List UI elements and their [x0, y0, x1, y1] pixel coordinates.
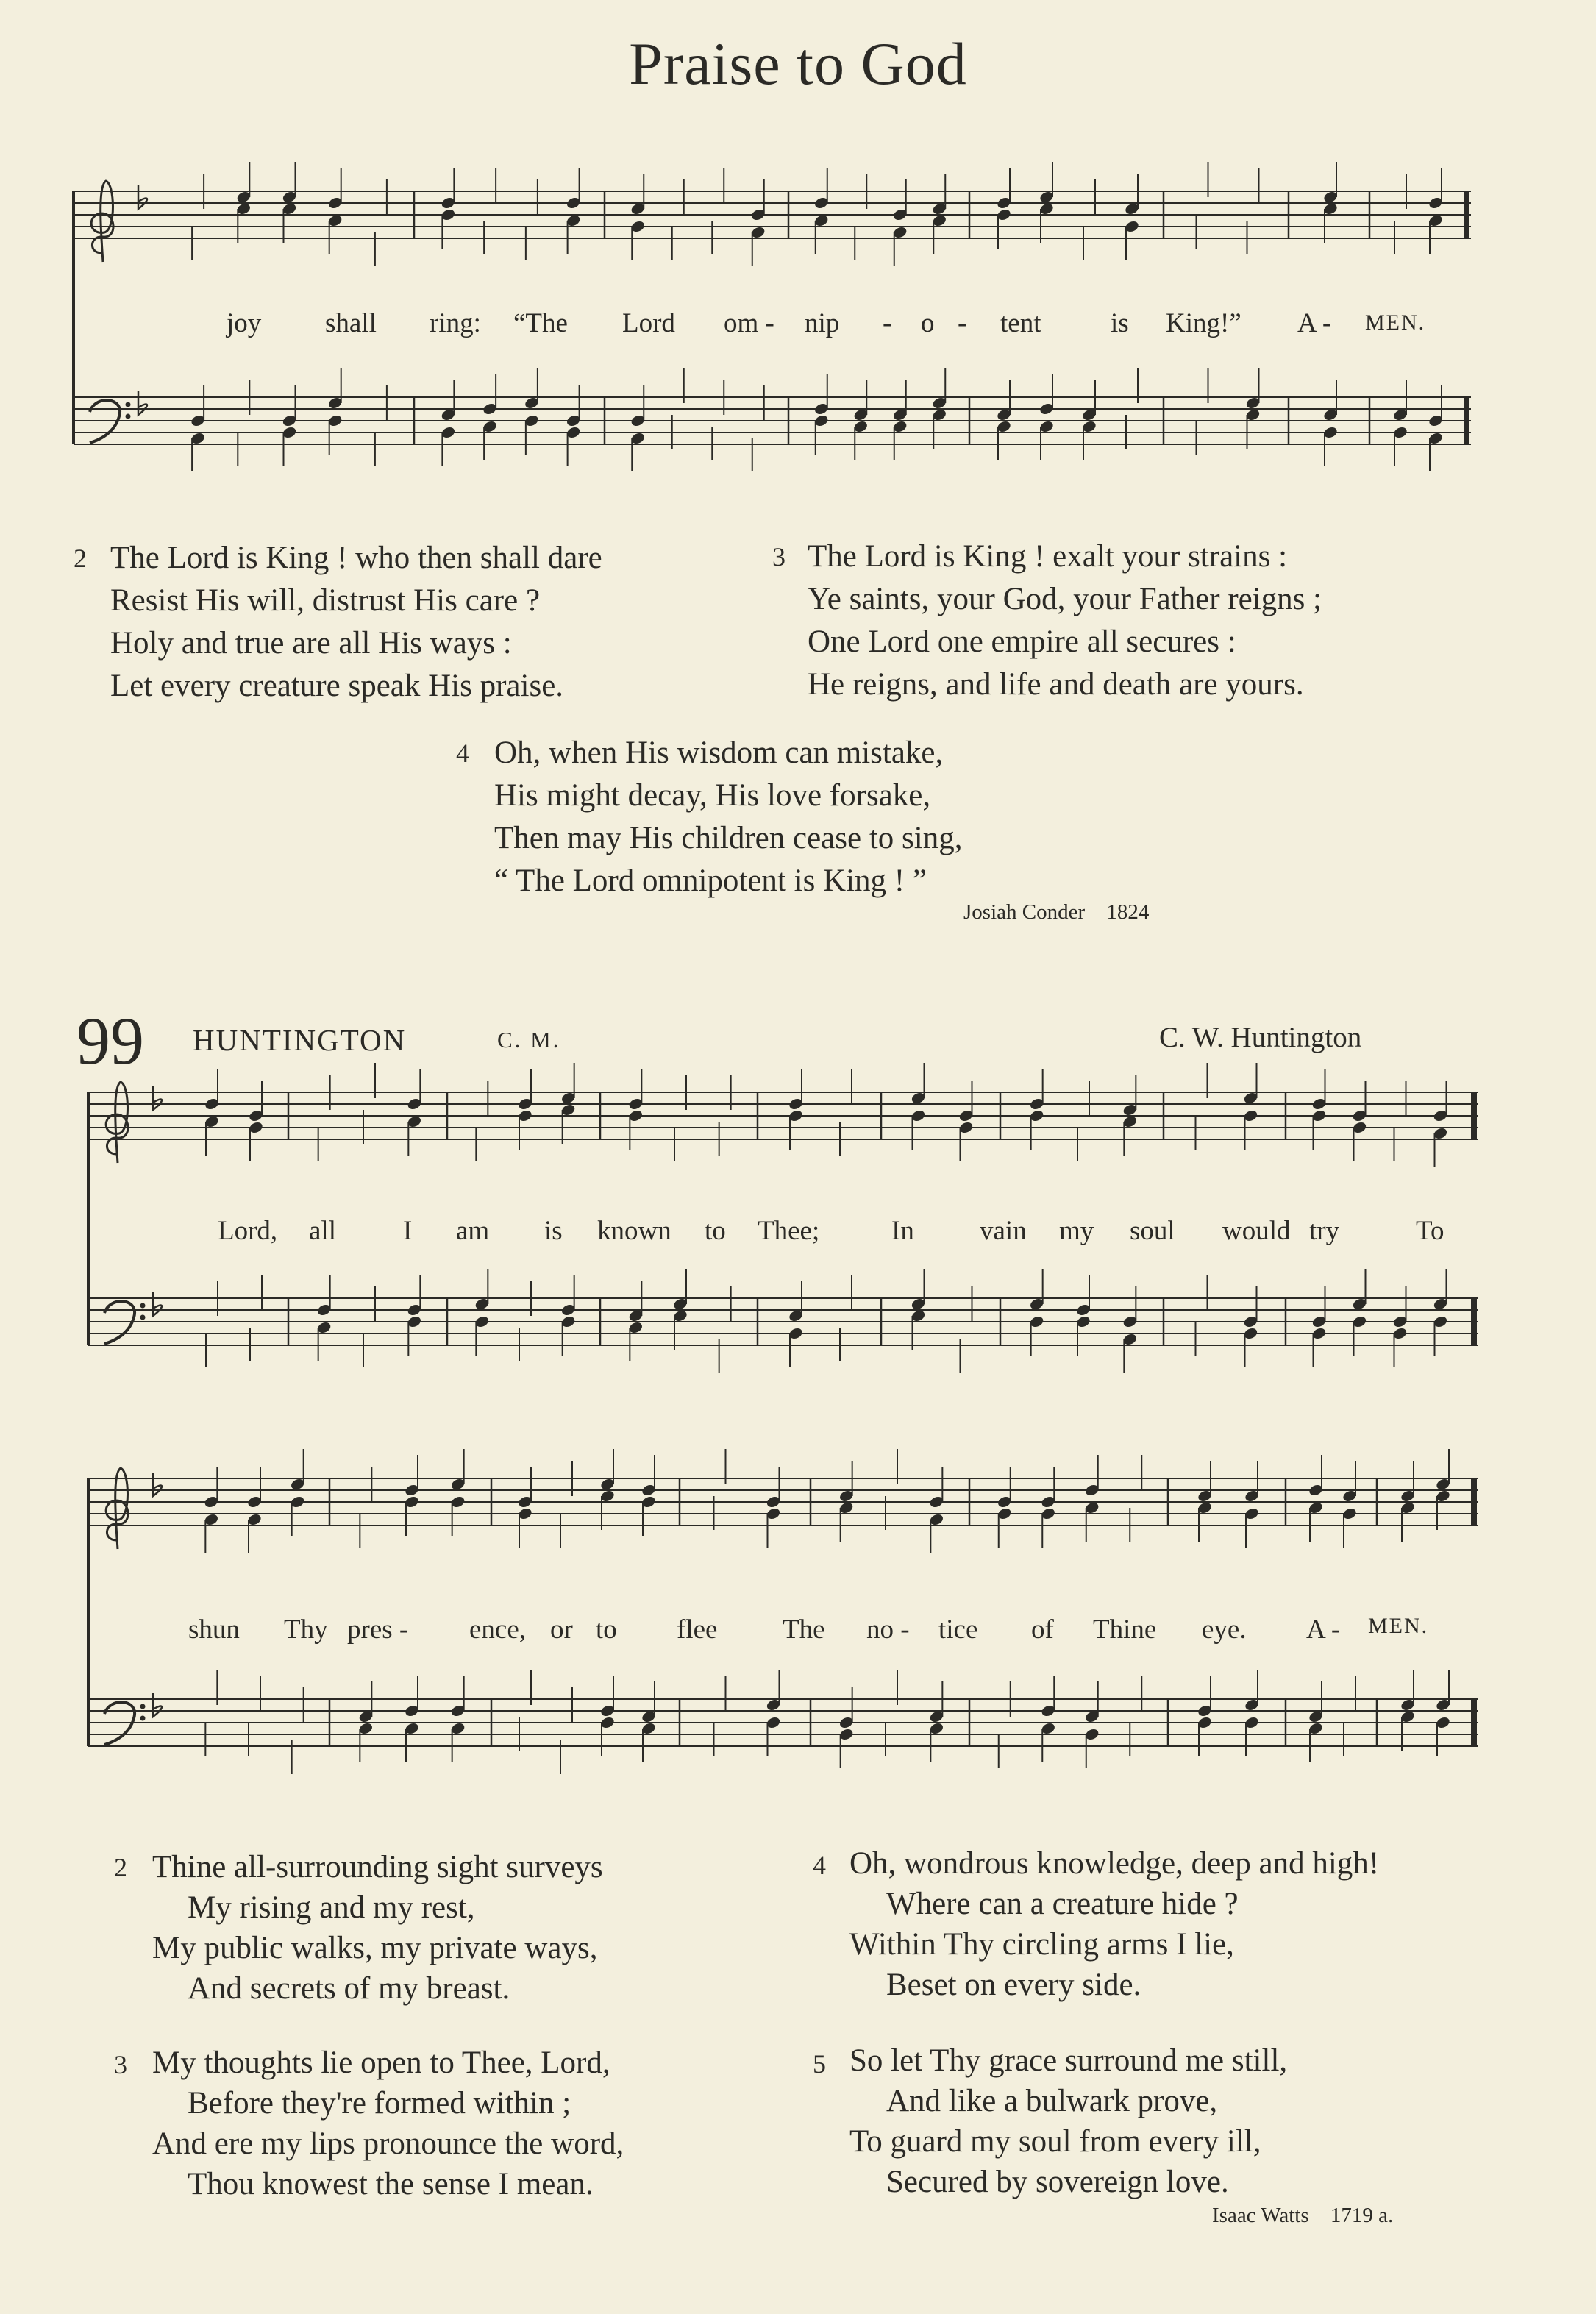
author-year: 1719 a. — [1330, 2204, 1394, 2227]
composer: C. W. Huntington — [1159, 1022, 1362, 1053]
author-name: Josiah Conder — [963, 900, 1086, 924]
verse-line: Where can a creature hide ? — [886, 1887, 1239, 1921]
author-name: Isaac Watts — [1212, 2204, 1309, 2227]
lyric-syllable: To — [1416, 1216, 1444, 1246]
lyric-syllable: tice — [938, 1615, 978, 1645]
verse-line: One Lord one empire all secures : — [808, 624, 1236, 659]
bass-clef-dot — [140, 1303, 146, 1309]
treble-staff — [74, 162, 1471, 266]
bass-clef-dot — [140, 1315, 146, 1320]
lyric-syllable: ring: — [430, 308, 481, 338]
lyric-syllable: King!” — [1166, 308, 1241, 338]
verse-line: The Lord is King ! who then shall dare — [110, 541, 602, 575]
verse-line: Resist His will, distrust His care ? — [110, 583, 541, 618]
author-credit — [963, 900, 1149, 925]
lyric-syllable: joy — [227, 308, 262, 338]
verse-line: “ The Lord omnipotent is King ! ” — [494, 864, 927, 898]
verse-line: He reigns, and life and death are yours. — [808, 667, 1304, 702]
lyric-syllable: MEN. — [1365, 310, 1426, 335]
verse-line: Thou knowest the sense I mean. — [188, 2167, 594, 2201]
lyric-syllable: try — [1309, 1216, 1340, 1246]
flat-sign — [138, 391, 147, 415]
treble-staff — [88, 1449, 1478, 1553]
lyric-syllable: of — [1031, 1615, 1054, 1645]
lyric-syllable: known — [597, 1216, 671, 1246]
verse-line: And secrets of my breast. — [188, 1971, 510, 2006]
verse-line: My public walks, my private ways, — [152, 1931, 598, 1965]
flat-sign — [153, 1693, 162, 1717]
lyric-syllable: eye. — [1202, 1615, 1247, 1645]
bass-clef-dot — [140, 1704, 146, 1709]
author-year: 1824 — [1106, 900, 1150, 924]
lyric-syllable: vain — [980, 1216, 1027, 1246]
lyric-syllable: The — [783, 1615, 825, 1645]
lyric-syllable: or — [550, 1615, 573, 1645]
flat-sign — [153, 1292, 162, 1316]
lyric-syllable: Thine — [1093, 1615, 1157, 1645]
lyric-syllable: A - — [1297, 308, 1332, 338]
hymn-number: 99 — [76, 1003, 144, 1078]
lyric-syllable: o — [921, 308, 935, 338]
lyric-syllable: A - — [1306, 1615, 1341, 1645]
bass-clef — [104, 1301, 135, 1344]
verse-number: 3 — [114, 2050, 127, 2079]
verse-line: My rising and my rest, — [188, 1890, 475, 1925]
verse-line: Secured by sovereign love. — [886, 2165, 1229, 2199]
lyric-syllable: om - — [724, 308, 774, 338]
verse-line: Ye saints, your God, your Father reigns ; — [808, 582, 1322, 616]
treble-staff — [88, 1063, 1478, 1167]
lyric-syllable: Lord — [622, 308, 675, 338]
bass-clef — [90, 400, 120, 443]
page-title: Praise to God — [629, 30, 967, 97]
flat-sign — [153, 1473, 162, 1496]
treble-clef — [91, 181, 113, 262]
lyric-syllable: Thy — [284, 1615, 328, 1645]
author-credit — [1212, 2204, 1393, 2228]
treble-clef — [106, 1468, 128, 1549]
verse-line: Oh, wondrous knowledge, deep and high! — [849, 1846, 1380, 1881]
music-system-hymn99-2 — [0, 1442, 1596, 1780]
lyric-syllable: Lord, — [218, 1216, 278, 1246]
bass-clef-dot — [126, 414, 131, 419]
lyric-syllable: am — [456, 1216, 490, 1246]
verse-line: His might decay, His love forsake, — [494, 778, 931, 813]
lyric-syllable: soul — [1130, 1216, 1175, 1246]
lyric-syllable: I — [403, 1216, 413, 1246]
meter: C. M. — [497, 1027, 561, 1053]
lyric-syllable: - — [958, 308, 967, 338]
lyric-syllable: “The — [513, 308, 568, 338]
verse-number: 3 — [772, 542, 785, 572]
lyric-syllable: - — [883, 308, 892, 338]
verse-line: Before they're formed within ; — [188, 2086, 571, 2121]
lyric-syllable: In — [891, 1216, 914, 1246]
lyric-syllable: my — [1059, 1216, 1094, 1246]
bass-staff — [88, 1670, 1478, 1774]
verse-line: So let Thy grace surround me still, — [849, 2043, 1288, 2078]
tune-name: HUNTINGTON — [193, 1023, 407, 1057]
verse-line: And ere my lips pronounce the word, — [152, 2126, 624, 2161]
verse-number: 4 — [813, 1851, 826, 1880]
verse-line: Beset on every side. — [886, 1968, 1141, 2002]
verse-number: 2 — [114, 1853, 127, 1882]
verse-number: 2 — [74, 544, 87, 573]
lyric-syllable: is — [1111, 308, 1129, 338]
lyric-syllable: no - — [866, 1615, 910, 1645]
lyric-syllable: tent — [1000, 308, 1041, 338]
verse-number: 4 — [456, 738, 469, 768]
lyric-syllable: MEN. — [1368, 1614, 1429, 1638]
verse-line: Thine all-surrounding sight surveys — [152, 1850, 603, 1884]
lyric-syllable: pres - — [347, 1615, 409, 1645]
bass-staff — [88, 1269, 1478, 1373]
lyric-syllable: all — [309, 1216, 336, 1246]
lyric-syllable: flee — [677, 1615, 718, 1645]
flat-sign — [138, 185, 147, 209]
verse-line: Let every creature speak His praise. — [110, 669, 564, 703]
bass-clef — [104, 1702, 135, 1745]
lyric-syllable: is — [544, 1216, 563, 1246]
bass-clef-dot — [140, 1716, 146, 1721]
lyric-syllable: shun — [188, 1615, 240, 1645]
verse-line: Oh, when His wisdom can mistake, — [494, 736, 944, 770]
treble-clef — [106, 1082, 128, 1163]
lyric-syllable: to — [596, 1615, 617, 1645]
lyric-syllable: would — [1222, 1216, 1291, 1246]
verse-line: Within Thy circling arms I lie, — [849, 1927, 1234, 1962]
bass-staff — [74, 368, 1471, 471]
lyric-syllable: ence, — [469, 1615, 527, 1645]
verse-line: The Lord is King ! exalt your strains : — [808, 539, 1288, 574]
verse-line: And like a bulwark prove, — [886, 2084, 1218, 2118]
lyric-syllable: Thee; — [758, 1216, 820, 1246]
verse-line: My thoughts lie open to Thee, Lord, — [152, 2046, 610, 2080]
verse-line: To guard my soul from every ill, — [849, 2124, 1261, 2159]
verse-line: Holy and true are all His ways : — [110, 626, 512, 661]
flat-sign — [153, 1086, 162, 1110]
lyric-syllable: nip — [805, 308, 840, 338]
bass-clef-dot — [126, 402, 131, 407]
verse-line: Then may His children cease to sing, — [494, 821, 963, 855]
lyric-syllable: to — [705, 1216, 726, 1246]
lyric-syllable: shall — [325, 308, 377, 338]
verse-number: 5 — [813, 2049, 826, 2079]
